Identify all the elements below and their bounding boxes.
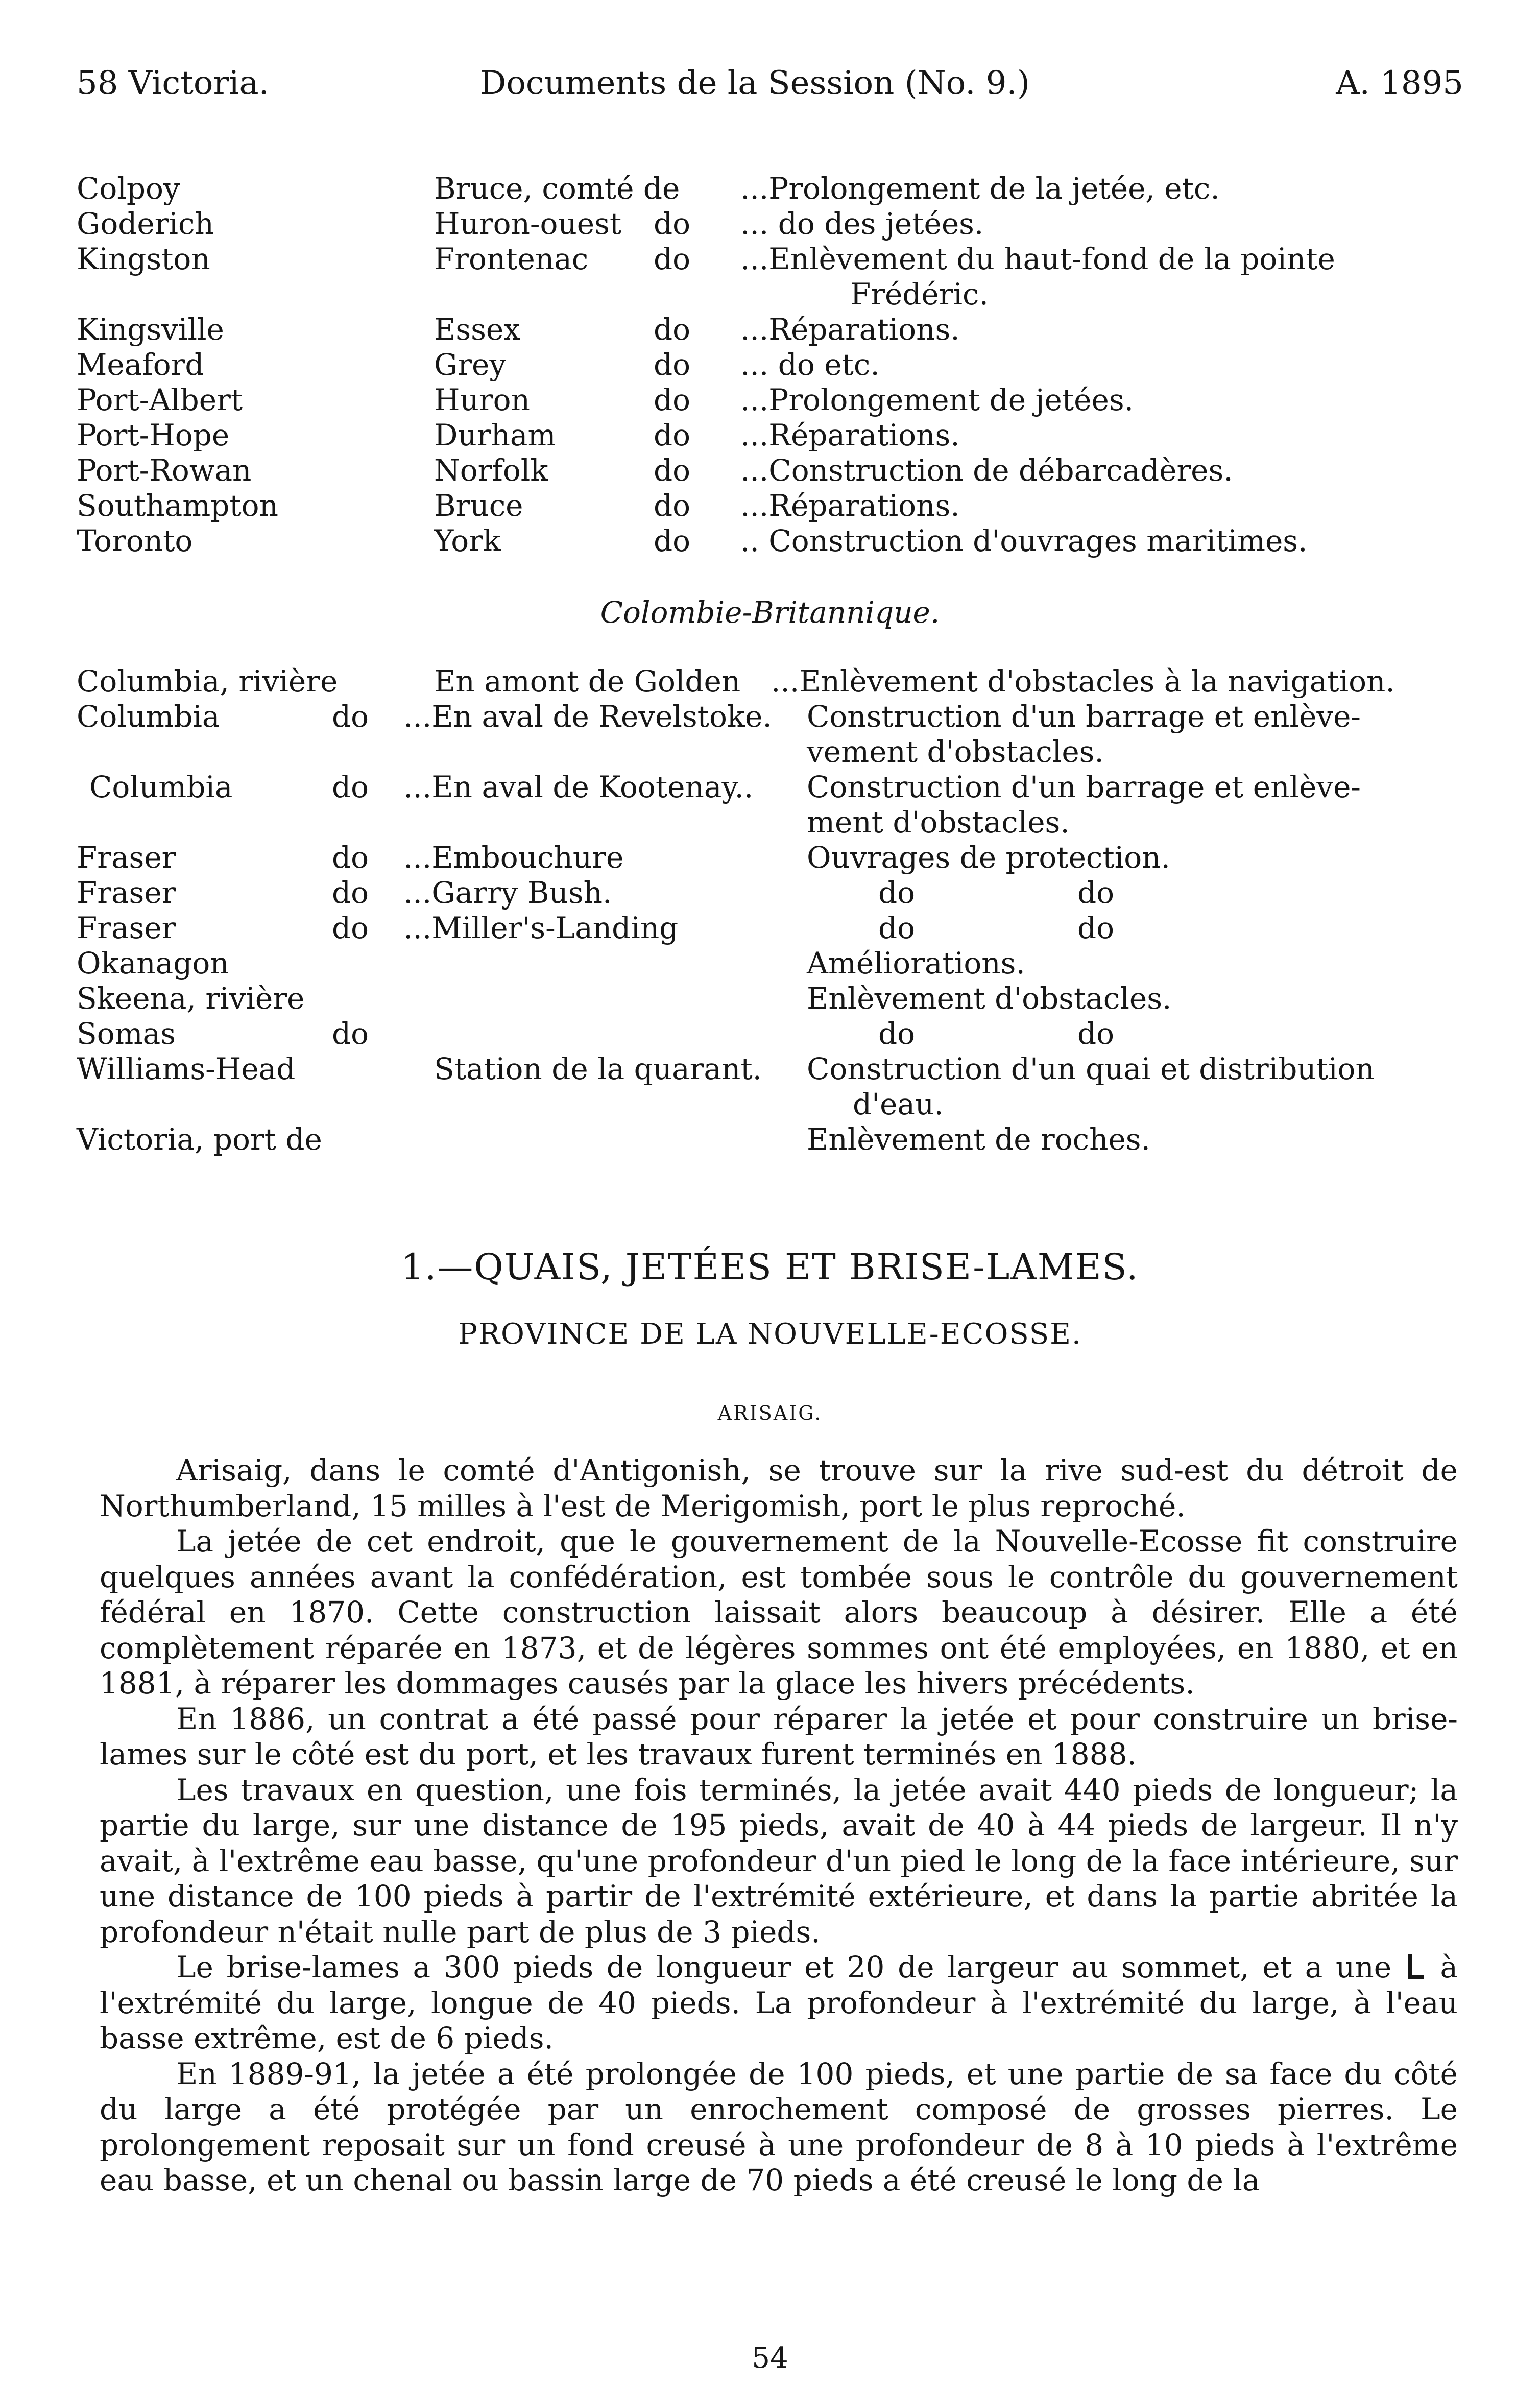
header-title: Documents de la Session (No. 9.) (480, 64, 1030, 102)
list-item: Kingsville Essex do ...Réparations. (77, 312, 960, 347)
province-heading: PROVINCE DE LA NOUVELLE-ECOSSE. (458, 1318, 1082, 1351)
list-item: Goderich Huron-ouest do ... do des jetées. (77, 206, 984, 241)
page-number: 54 (752, 2341, 788, 2375)
list-item: Columbia do ...En aval de Kootenay.. Construction d'un barrage et enlève- (89, 770, 1361, 804)
list-item: Toronto York do .. Construction d'ouvrages maritimes. (77, 523, 1308, 558)
paragraph (100, 1950, 1458, 2057)
bc-works-list (77, 664, 1465, 1157)
list-item: Kingston Frontenac do ...Enlèvement du haut-fond de la pointe (77, 242, 1335, 276)
paragraph: Les travaux en question, une fois terminés, la jetée avait 440 pieds de longueur; la partie du large, sur une distance de 195 pieds, avait de 40 à 44 pieds de largeur. Il n'y avait, à l'extrême eau basse, qu'une profondeur d'un pied le long de la face intérieure, sur une distance de 100 pieds à partir de l'extrémité extérieure, et dans la partie abritée la profondeur n'était nulle part de plus de 3 pieds. (100, 1772, 1458, 1949)
list-item: Victoria, port de Enlèvement de roches. (77, 1122, 1150, 1157)
list-item: Fraser do ...Embouchure Ouvrages de protection. (77, 840, 1170, 875)
list-item-continuation: vement d'obstacles. (807, 734, 1104, 769)
list-item-continuation: ment d'obstacles. (807, 805, 1070, 840)
list-item: Columbia, rivière En amont de Golden ...Enlèvement d'obstacles à la navigation. (77, 664, 1395, 699)
list-item: Port-Albert Huron do ...Prolongement de jetées. (77, 383, 1134, 417)
paragraph-part: à l'extrémité du large, longue de 40 pieds. La profondeur à l'extrémité du large, à l'eau basse extrême, est de 6 pieds. (100, 1950, 1458, 2056)
body-text (100, 1453, 1458, 2198)
list-item: Okanagon Améliorations. (77, 946, 1025, 981)
paragraph-part: Le brise-lames a 300 pieds de longueur et 20 de largeur au sommet, et a une (176, 1950, 1392, 1985)
paragraph: Arisaig, dans le comté d'Antigonish, se trouve sur la rive sud-est du détroit de Northumberland, 15 milles à l'est de Merigomish, port le plus reproché. (100, 1453, 1458, 1523)
list-item: Port-Rowan Norfolk do ...Construction de débarcadères. (77, 453, 1233, 488)
list-item: Port-Hope Durham do ...Réparations. (77, 418, 960, 452)
list-item-continuation: d'eau. (853, 1087, 944, 1121)
page-header (77, 55, 1463, 111)
list-item: Fraser do ...Miller's-Landing do do (77, 911, 1115, 945)
list-item: Southampton Bruce do ...Réparations. (77, 488, 960, 523)
list-item: Colpoy Bruce, comté de ...Prolongement de la jetée, etc. (77, 171, 1220, 206)
l-shape-symbol (1408, 1954, 1424, 1979)
list-item-continuation: Frédéric. (850, 277, 989, 312)
paragraph: En 1889-91, la jetée a été prolongée de 100 pieds, et une partie de sa face du côté du large a été protégée par un enrochement composé de grosses pierres. Le prolongement reposait sur un fond creusé à une profondeur de 8 à 10 pieds à l'extrême eau basse, et un chenal ou bassin large de 70 pieds a été creusé le long de la (100, 2056, 1458, 2197)
paragraph: En 1886, un contrat a été passé pour réparer la jetée et pour construire un brise-lames sur le côté est du port, et les travaux furent terminés en 1888. (100, 1701, 1458, 1772)
paragraph: La jetée de cet endroit, que le gouvernement de la Nouvelle-Ecosse fit construire quelques années avant la confédération, est tombée sous le contrôle du gouvernement fédéral en 1870. Cette construction laissait alors beaucoup à désirer. Elle a été complètement réparée en 1873, et de légères sommes ont été employées, en 1880, et en 1881, à réparer les dommages causés par la glace les hivers précédents. (100, 1524, 1458, 1701)
list-item: Meaford Grey do ... do etc. (77, 347, 880, 382)
header-session: 58 Victoria. (77, 64, 269, 102)
list-item: Skeena, rivière Enlèvement d'obstacles. (77, 981, 1172, 1016)
list-item: Fraser do ...Garry Bush. do do (77, 875, 1115, 910)
place-heading: ARISAIG. (717, 1402, 823, 1424)
list-item: Somas do do do (77, 1016, 1115, 1051)
section-title: 1.—QUAIS, JETÉES ET BRISE-LAMES. (401, 1246, 1139, 1288)
section-heading: Colombie-Britannique. (600, 595, 940, 630)
list-item: Columbia do ...En aval de Revelstoke. Construction d'un barrage et enlève- (77, 699, 1361, 734)
header-year: A. 1895 (1336, 64, 1463, 102)
ontario-works-list (77, 171, 1465, 559)
list-item: Williams-Head Station de la quarant. Construction d'un quai et distribution (77, 1051, 1375, 1086)
